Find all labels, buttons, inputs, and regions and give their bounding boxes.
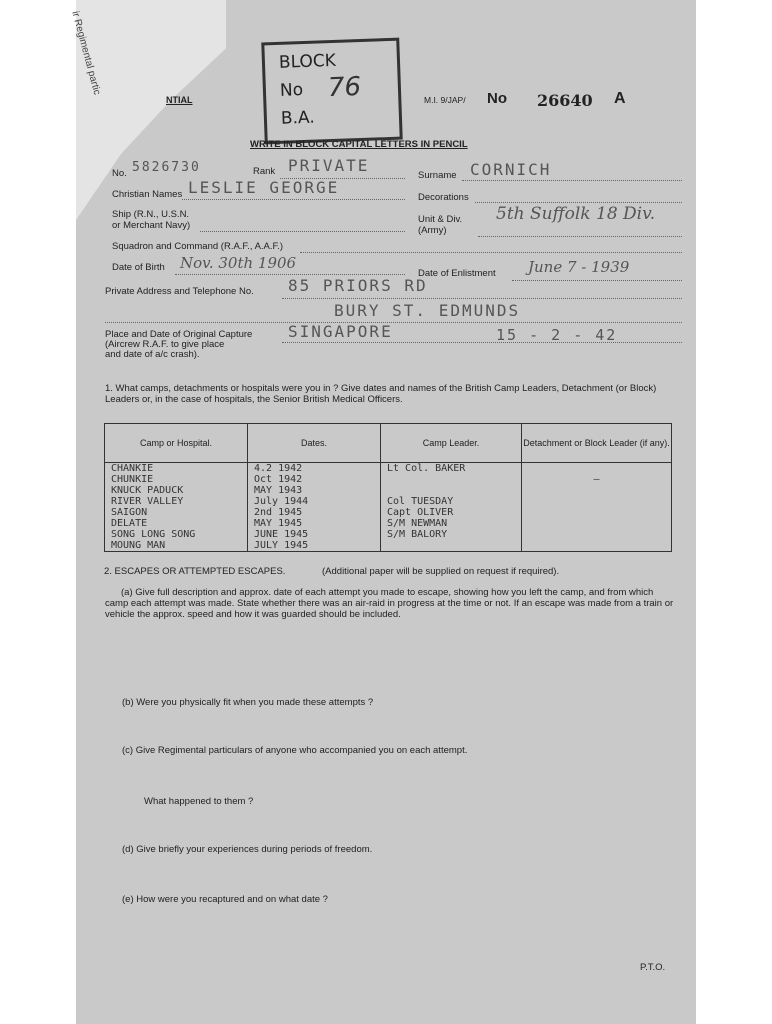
cell-detachment — [522, 463, 672, 475]
question-2a: (a) Give full description and approx. date of each attempt you made to escape, showing how you left the camp, and from which camp each attempt was made. State whether there was an air-raid in progress at the time or not. If an escape was made from a train or vehicle the approx. speed and how it was guarded should be included. — [105, 587, 674, 620]
ship-label — [112, 209, 190, 231]
cell-leader: S/M BALORY — [381, 529, 522, 540]
cell-leader — [381, 474, 522, 485]
cell-leader — [381, 485, 522, 496]
question-1: 1. What camps, detachments or hospitals were you in ? Give dates and names of the British Camp Leaders, Detachment (or Block) Leaders or, in the case of hospitals, the Senior British Medical Officers. — [105, 383, 657, 405]
cell-dates: MAY 1943 — [248, 485, 381, 496]
table-row — [105, 540, 672, 552]
cell-camp: CHANKIE — [105, 463, 248, 475]
capture-date: 15 - 2 - 42 — [496, 326, 618, 344]
dob-label: Date of Birth — [112, 262, 165, 273]
block-stamp — [261, 38, 402, 145]
cell-dates: JULY 1945 — [248, 540, 381, 552]
number-label: No. — [112, 168, 127, 179]
enlistment-label: Date of Enlistment — [418, 268, 496, 279]
address-line-2: BURY ST. EDMUNDS — [334, 301, 521, 320]
squadron-label: Squadron and Command (R.A.F., A.A.F.) — [112, 241, 284, 252]
cell-detachment: — — [522, 474, 672, 485]
decorations-label: Decorations — [418, 192, 469, 203]
cell-camp: SAIGON — [105, 507, 248, 518]
question-2-title: 2. ESCAPES OR ATTEMPTED ESCAPES. — [104, 566, 286, 577]
cell-leader: Lt Col. BAKER — [381, 463, 522, 475]
cell-detachment — [522, 496, 672, 507]
fold-text: ir Regimental partic — [69, 10, 103, 97]
ship-label-line2: or Merchant Navy) — [112, 220, 191, 231]
form-ref: M.I. 9/JAP/ — [424, 95, 466, 105]
rank-value: PRIVATE — [288, 156, 370, 175]
table-row — [105, 529, 672, 540]
cell-dates: July 1944 — [248, 496, 381, 507]
table-row — [105, 474, 672, 485]
table-row — [105, 507, 672, 518]
unit-label — [418, 214, 462, 236]
surname-label: Surname — [418, 170, 457, 181]
table-row — [105, 496, 672, 507]
header-camp: Camp or Hospital. — [105, 424, 248, 463]
cell-camp: KNUCK PADUCK — [105, 485, 248, 496]
unit-label-line1: Unit & Div. — [418, 214, 463, 225]
cell-dates: 2nd 1945 — [248, 507, 381, 518]
question-2c-sub: What happened to them ? — [144, 796, 254, 807]
unit-value: 5th Suffolk 18 Div. — [496, 204, 656, 224]
ship-label-line1: Ship (R.N., U.S.N. — [112, 209, 190, 220]
question-2b: (b) Were you physically fit when you made these attempts ? — [122, 697, 374, 708]
cell-leader: Col TUESDAY — [381, 496, 522, 507]
enlistment-value: June 7 - 1939 — [528, 258, 630, 276]
unit-label-line2: (Army) — [418, 225, 447, 236]
cell-leader: S/M NEWMAN — [381, 518, 522, 529]
stamp-line-1: BLOCK — [278, 50, 337, 73]
cell-camp: MOUNG MAN — [105, 540, 248, 552]
capture-label-line2: (Aircrew R.A.F. to give place — [105, 339, 225, 350]
rank-label: Rank — [253, 166, 276, 177]
camps-table — [104, 423, 672, 552]
header-dates: Dates. — [248, 424, 381, 463]
cell-dates: JUNE 1945 — [248, 529, 381, 540]
surname-value: CORNICH — [470, 160, 552, 179]
dob-value: Nov. 30th 1906 — [180, 254, 297, 272]
address-line-1: 85 PRIORS RD — [288, 276, 428, 295]
header-camp-leader: Camp Leader. — [381, 424, 522, 463]
table-row — [105, 518, 672, 529]
cell-camp: SONG LONG SONG — [105, 529, 248, 540]
question-2-note: (Additional paper will be supplied on request if required). — [322, 566, 560, 577]
question-2c: (c) Give Regimental particulars of anyone who accompanied you on each attempt. — [122, 745, 468, 756]
cell-detachment — [522, 518, 672, 529]
cell-camp: RIVER VALLEY — [105, 496, 248, 507]
header-detachment: Detachment or Block Leader (if any). — [522, 424, 672, 463]
christian-names-value: LESLIE GEORGE — [188, 178, 340, 197]
cell-dates: MAY 1945 — [248, 518, 381, 529]
cell-detachment — [522, 529, 672, 540]
form-number: 26640 — [537, 91, 593, 110]
stamp-line-3: B.A. — [280, 107, 316, 129]
number-value: 5826730 — [132, 160, 201, 175]
pto-label: P.T.O. — [640, 962, 666, 973]
capture-label-line3: and date of a/c crash). — [105, 349, 200, 360]
cell-camp: CHUNKIE — [105, 474, 248, 485]
cell-camp: DELATE — [105, 518, 248, 529]
question-2d: (d) Give briefly your experiences during periods of freedom. — [122, 844, 373, 855]
confidential-label: NTIAL — [166, 95, 193, 105]
form-suffix: A — [614, 90, 626, 107]
table-row — [105, 463, 672, 475]
no-label: No — [487, 90, 507, 107]
address-label: Private Address and Telephone No. — [105, 286, 254, 297]
capture-label — [105, 330, 252, 360]
capture-label-line1: Place and Date of Original Capture — [105, 329, 253, 340]
cell-detachment — [522, 540, 672, 552]
cell-dates: Oct 1942 — [248, 474, 381, 485]
cell-detachment — [522, 485, 672, 496]
stamp-line-2: No — [279, 80, 304, 101]
cell-detachment — [522, 507, 672, 518]
christian-names-label: Christian Names — [112, 189, 183, 200]
cell-leader: Capt OLIVER — [381, 507, 522, 518]
stamp-handwritten: 76 — [327, 71, 362, 104]
capture-place: SINGAPORE — [288, 322, 393, 341]
cell-leader — [381, 540, 522, 552]
table-row — [105, 485, 672, 496]
instruction-heading: WRITE IN BLOCK CAPITAL LETTERS IN PENCIL — [250, 139, 468, 150]
question-2e: (e) How were you recaptured and on what date ? — [122, 894, 328, 905]
cell-dates: 4.2 1942 — [248, 463, 381, 475]
